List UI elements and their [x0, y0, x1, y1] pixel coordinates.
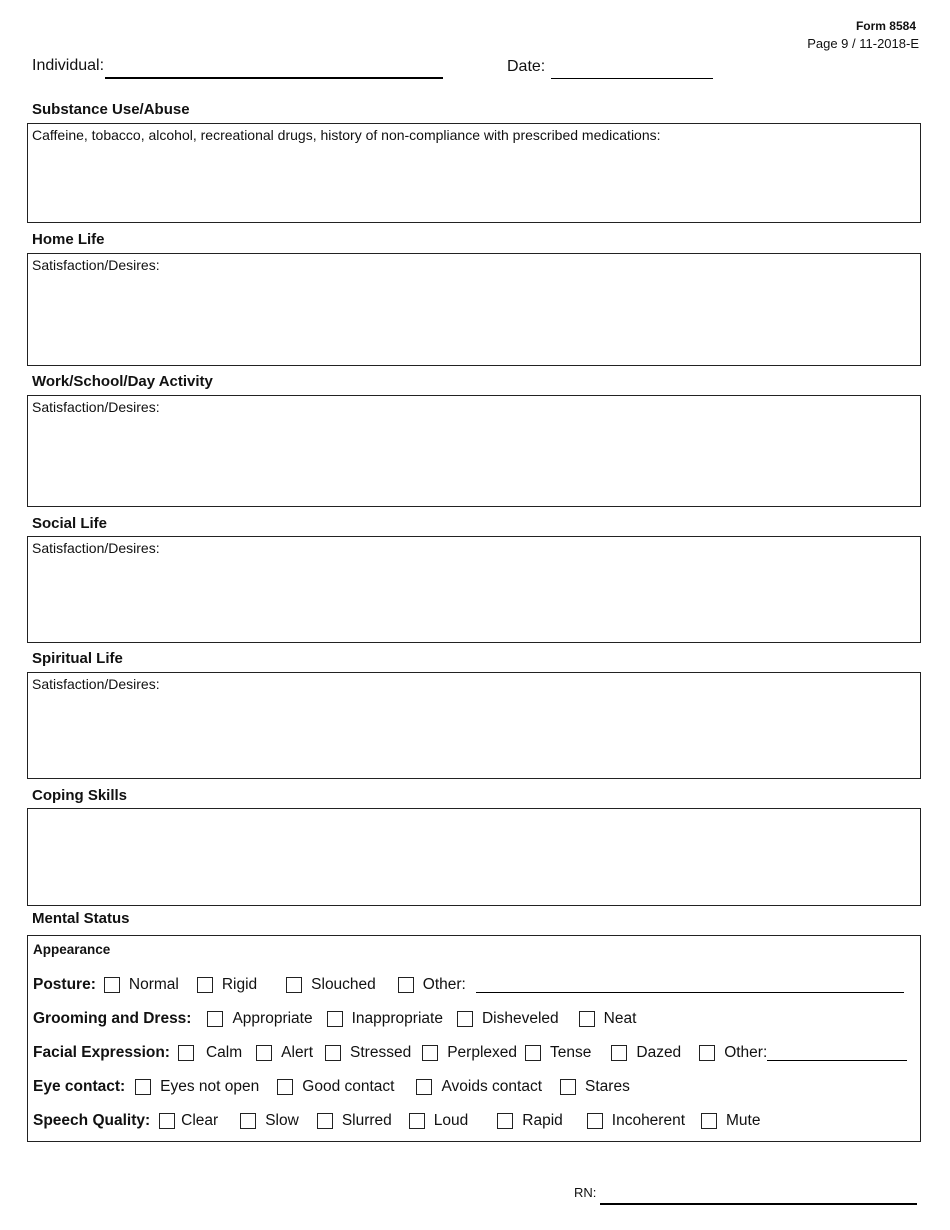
facial-other-field[interactable]: [767, 1046, 907, 1061]
checkbox[interactable]: [135, 1079, 151, 1095]
eye-contact-row: [33, 1075, 915, 1099]
checkbox[interactable]: [240, 1113, 256, 1129]
checkbox[interactable]: [560, 1079, 576, 1095]
rn-label: RN:: [574, 1185, 597, 1200]
facial-dazed-option[interactable]: Dazed: [611, 1044, 681, 1062]
grooming-inappropriate-option[interactable]: Inappropriate: [327, 1010, 443, 1028]
speech-slurred-option[interactable]: Slurred: [317, 1112, 392, 1130]
speech-quality-label: Speech Quality:: [33, 1112, 151, 1129]
section-title-substance: Substance Use/Abuse: [32, 101, 190, 118]
rn-signature-field[interactable]: [600, 1203, 917, 1205]
checkbox[interactable]: [587, 1113, 603, 1129]
facial-stressed-option[interactable]: Stressed: [325, 1044, 411, 1062]
coping-skills-text-box[interactable]: [27, 808, 921, 906]
checkbox[interactable]: [611, 1045, 627, 1061]
section-title-work: Work/School/Day Activity: [32, 373, 213, 390]
individual-field[interactable]: [105, 77, 443, 79]
eye-good-contact-option[interactable]: Good contact: [277, 1078, 394, 1096]
checkbox[interactable]: [207, 1011, 223, 1027]
facial-calm-option[interactable]: Calm: [178, 1044, 242, 1062]
eye-stares-option[interactable]: Stares: [560, 1078, 630, 1096]
checkbox[interactable]: [422, 1045, 438, 1061]
checkbox[interactable]: [159, 1113, 175, 1129]
section-title-coping-skills: Coping Skills: [32, 787, 128, 804]
checkbox[interactable]: [317, 1113, 333, 1129]
posture-rigid-option[interactable]: Rigid: [197, 976, 257, 994]
home-life-hint: Satisfaction/Desires:: [32, 257, 160, 273]
grooming-disheveled-option[interactable]: Disheveled: [457, 1010, 559, 1028]
checkbox[interactable]: [398, 977, 414, 993]
grooming-row: [33, 1007, 915, 1031]
checkbox[interactable]: [197, 977, 213, 993]
speech-rapid-option[interactable]: Rapid: [497, 1112, 563, 1130]
checkbox[interactable]: [701, 1113, 717, 1129]
grooming-appropriate-option[interactable]: Appropriate: [207, 1010, 312, 1028]
facial-perplexed-option[interactable]: Perplexed: [422, 1044, 517, 1062]
checkbox[interactable]: [699, 1045, 715, 1061]
home-life-text-box[interactable]: [27, 253, 921, 366]
checkbox[interactable]: [497, 1113, 513, 1129]
posture-row: [33, 973, 915, 997]
section-title-social-life: Social Life: [32, 515, 108, 532]
speech-slow-option[interactable]: Slow: [240, 1112, 299, 1130]
posture-slouched-option[interactable]: Slouched: [286, 976, 376, 994]
facial-tense-option[interactable]: Tense: [525, 1044, 591, 1062]
individual-label: Individual:: [32, 57, 105, 74]
appearance-label: Appearance: [33, 942, 111, 957]
checkbox[interactable]: [286, 977, 302, 993]
checkbox[interactable]: [178, 1045, 194, 1061]
posture-other-field[interactable]: [476, 978, 904, 993]
speech-clear-option[interactable]: Clear: [159, 1112, 218, 1130]
facial-alert-option[interactable]: Alert: [256, 1044, 313, 1062]
checkbox[interactable]: [256, 1045, 272, 1061]
section-title-mental-status: Mental Status: [32, 910, 130, 927]
spiritual-life-hint: Satisfaction/Desires:: [32, 676, 160, 692]
social-life-hint: Satisfaction/Desires:: [32, 540, 160, 556]
facial-expression-row: [33, 1041, 915, 1065]
speech-mute-option[interactable]: Mute: [701, 1112, 760, 1130]
checkbox[interactable]: [409, 1113, 425, 1129]
facial-other-option[interactable]: Other:: [699, 1044, 767, 1062]
eye-not-open-option[interactable]: Eyes not open: [135, 1078, 259, 1096]
page-info: Page 9 / 11-2018-E: [807, 36, 919, 51]
grooming-neat-option[interactable]: Neat: [579, 1010, 637, 1028]
date-label: Date:: [507, 58, 546, 75]
speech-incoherent-option[interactable]: Incoherent: [587, 1112, 685, 1130]
checkbox[interactable]: [416, 1079, 432, 1095]
checkbox[interactable]: [325, 1045, 341, 1061]
eye-contact-label: Eye contact:: [33, 1078, 126, 1095]
posture-other-option[interactable]: Other:: [398, 976, 466, 994]
posture-label: Posture:: [33, 976, 96, 993]
checkbox[interactable]: [457, 1011, 473, 1027]
section-title-home-life: Home Life: [32, 231, 105, 248]
form-number: Form 8584: [855, 19, 916, 33]
checkbox[interactable]: [579, 1011, 595, 1027]
speech-loud-option[interactable]: Loud: [409, 1112, 468, 1130]
facial-expression-label: Facial Expression:: [33, 1044, 170, 1061]
substance-text-box[interactable]: [27, 123, 921, 223]
eye-avoids-contact-option[interactable]: Avoids contact: [416, 1078, 542, 1096]
mental-status-box: [27, 935, 921, 1142]
checkbox[interactable]: [525, 1045, 541, 1061]
checkbox[interactable]: [277, 1079, 293, 1095]
substance-hint: Caffeine, tobacco, alcohol, recreational drugs, history of non-compliance with prescribed medications:: [32, 127, 661, 143]
grooming-label: Grooming and Dress:: [33, 1010, 192, 1027]
spiritual-life-text-box[interactable]: [27, 672, 921, 779]
date-field[interactable]: [551, 78, 713, 79]
work-hint: Satisfaction/Desires:: [32, 399, 160, 415]
posture-normal-option[interactable]: Normal: [104, 976, 179, 994]
checkbox[interactable]: [104, 977, 120, 993]
section-title-spiritual-life: Spiritual Life: [32, 650, 123, 667]
checkbox[interactable]: [327, 1011, 343, 1027]
social-life-text-box[interactable]: [27, 536, 921, 643]
work-text-box[interactable]: [27, 395, 921, 507]
speech-quality-row: [33, 1109, 915, 1133]
